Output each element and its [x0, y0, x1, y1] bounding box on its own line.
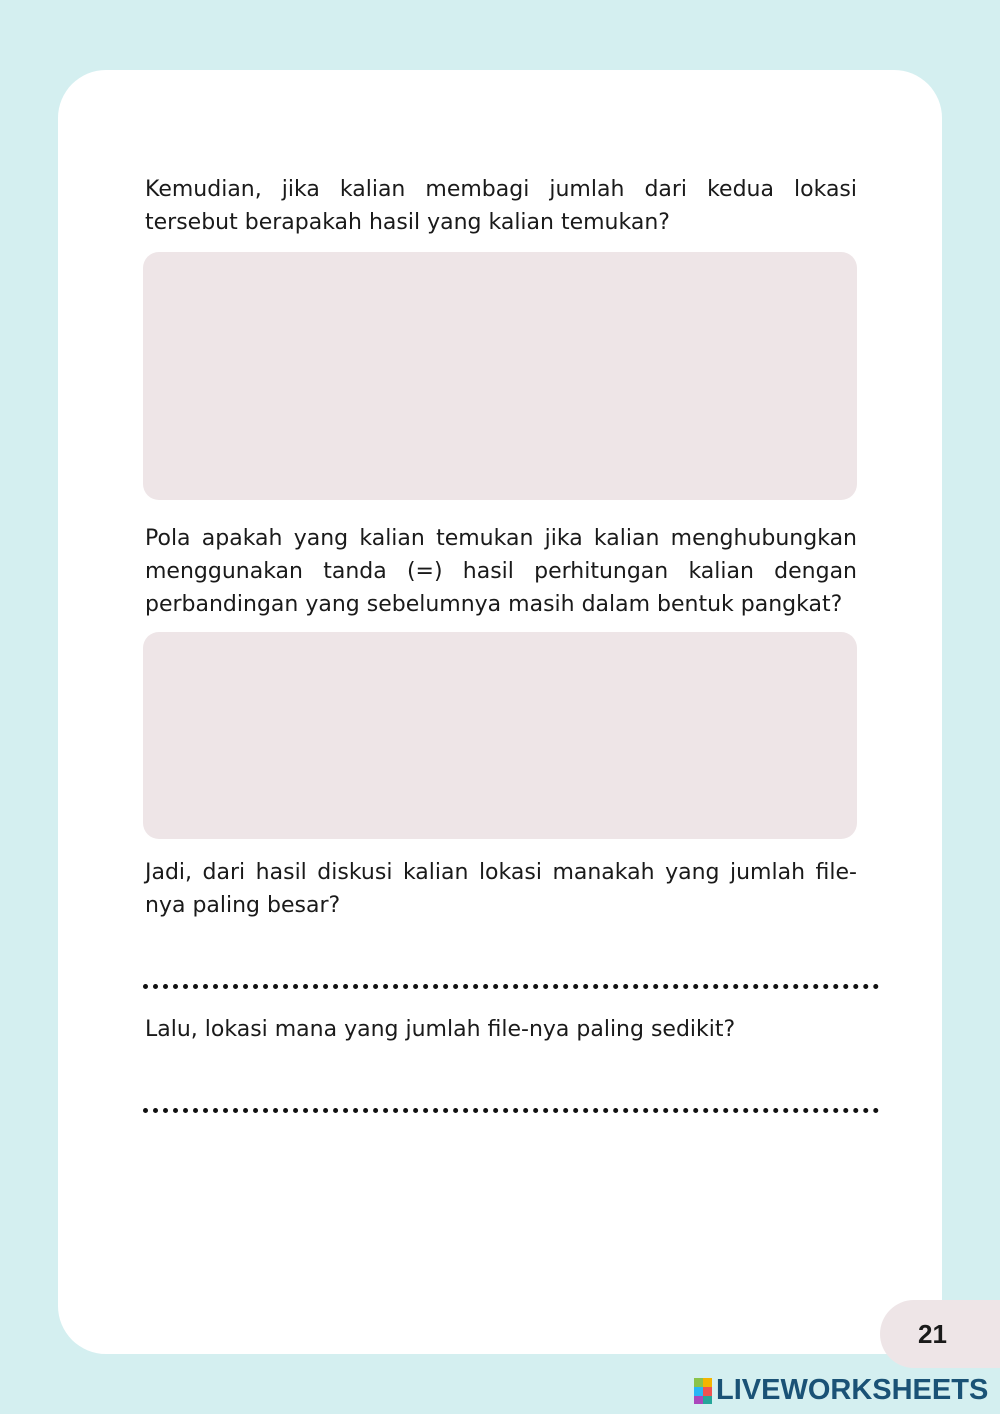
answer-box-2[interactable]	[143, 632, 857, 839]
brand-name: LIVEWORKSHEETS	[716, 1374, 989, 1406]
answer-line-2[interactable]	[143, 1108, 879, 1113]
question-3-text: Jadi, dari hasil diskusi kalian lokasi manakah yang jumlah file-nya paling besar?	[145, 860, 857, 918]
question-2-text: Pola apakah yang kalian temukan jika kalian menghubungkan menggunakan tanda (=) hasil perhitungan kalian dengan perbandingan yang sebelumnya masih dalam bentuk pangkat?	[145, 526, 857, 617]
question-1-text: Kemudian, jika kalian membagi jumlah dari kedua lokasi tersebut berapakah hasil yang kalian temukan?	[145, 177, 857, 235]
answer-line-1[interactable]	[143, 984, 879, 989]
brand-logo	[694, 1374, 988, 1407]
page-number: 21	[918, 1318, 947, 1349]
page-number-tab	[880, 1300, 1000, 1368]
question-4-text: Lalu, lokasi mana yang jumlah file-nya paling sedikit?	[145, 1017, 736, 1042]
liveworksheets-logo-icon	[694, 1378, 712, 1404]
answer-box-1[interactable]	[143, 252, 857, 500]
